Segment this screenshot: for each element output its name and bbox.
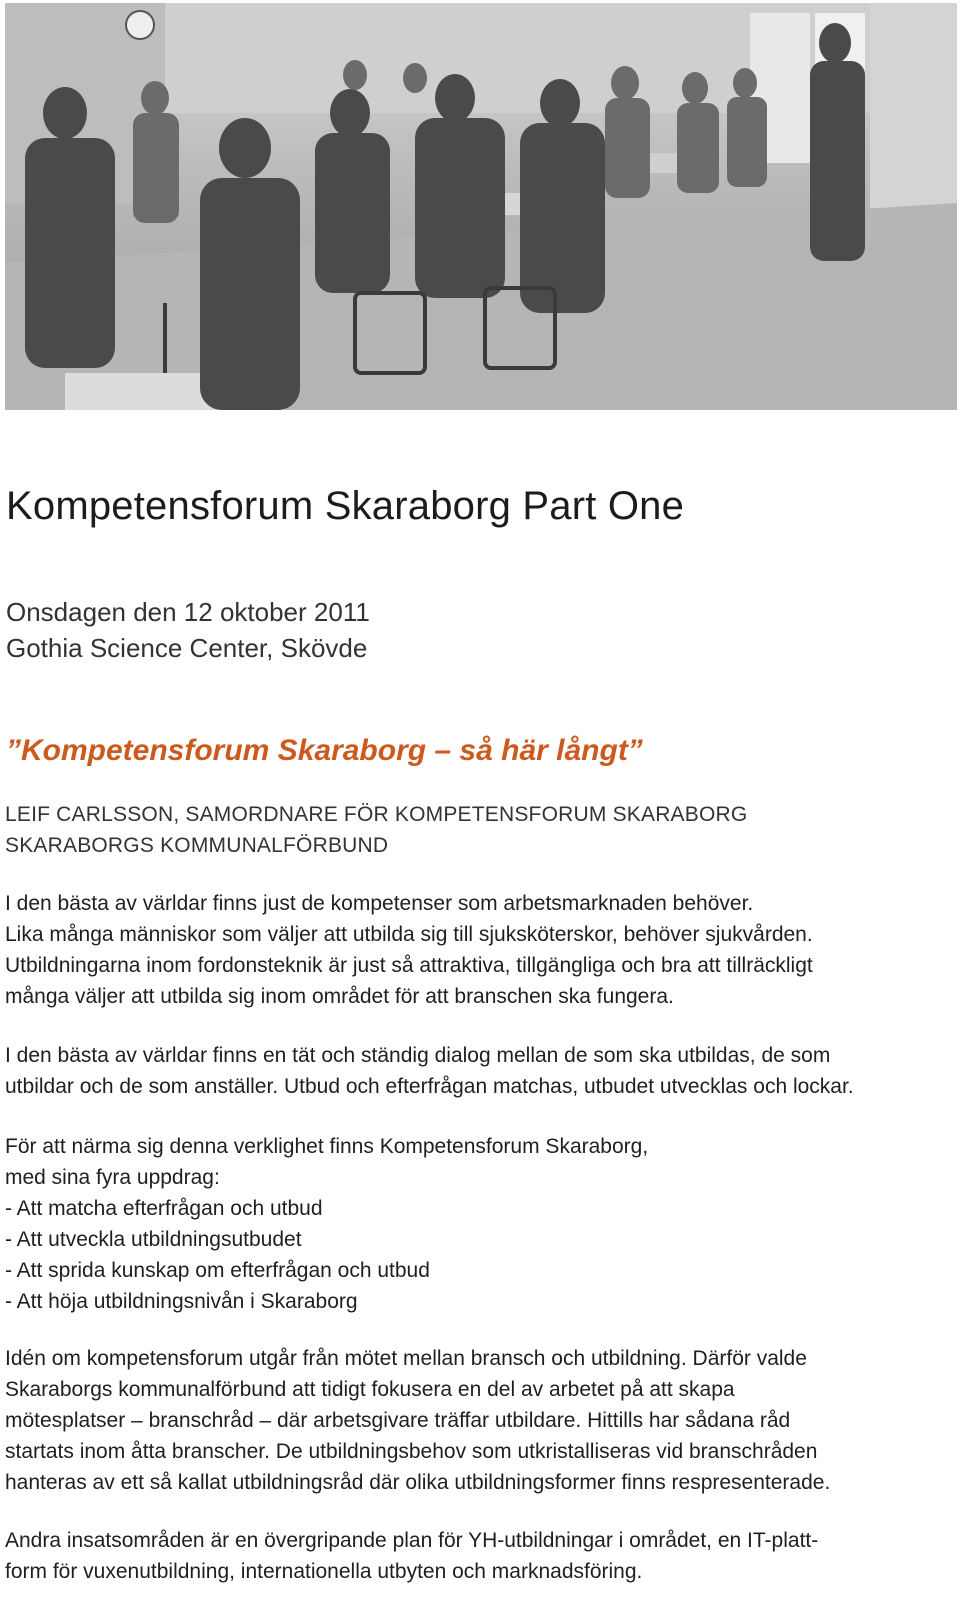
event-date: Onsdagen den 12 oktober 2011 (6, 597, 370, 627)
photo-icon (5, 3, 957, 410)
text-line: I den bästa av världar finns just de kompetenser som arbetsmarknaden behöver. (5, 892, 754, 915)
speaker-name-line: LEIF CARLSSON, SAMORDNARE FÖR KOMPETENSFORUM SKARABORG (5, 803, 748, 826)
paragraph-dialog (5, 1040, 955, 1102)
talk-title: ”Kompetensforum Skaraborg – så här långt” (6, 734, 643, 767)
paragraph-missions (5, 1131, 955, 1317)
text-line: Andra insatsområden är en övergripande plan för YH-utbildningar i området, en IT-platt- (5, 1529, 819, 1552)
page-title: Kompetensforum Skaraborg Part One (6, 484, 685, 528)
paragraph-other-areas (5, 1525, 955, 1587)
text-line: med sina fyra uppdrag: (5, 1166, 220, 1189)
paragraph-intro (5, 888, 955, 1012)
text-line: Lika många människor som väljer att utbilda sig till sjuksköterskor, behöver sjukvården. (5, 923, 813, 946)
text-line: Utbildningarna inom fordonsteknik är just så attraktiva, tillgängliga och bra att tillräckligt (5, 954, 813, 977)
text-line: mötesplatser – branschråd – där arbetsgivare träffar utbildare. Hittills har sådana råd (5, 1409, 791, 1432)
text-line: startats inom åtta branscher. De utbildningsbehov som utkristalliseras vid branschråden (5, 1440, 818, 1463)
event-venue: Gothia Science Center, Skövde (6, 633, 368, 663)
mission-list-item: - Att sprida kunskap om efterfrågan och utbud (5, 1259, 430, 1282)
text-line: många väljer att utbilda sig inom området för att branschen ska fungera. (5, 985, 674, 1008)
speaker-org-line: SKARABORGS KOMMUNALFÖRBUND (5, 834, 389, 857)
text-line: form för vuxenutbildning, internationella utbyten och marknadsföring. (5, 1560, 643, 1583)
mission-list-item: - Att höja utbildningsnivån i Skaraborg (5, 1290, 358, 1313)
text-line: Idén om kompetensforum utgår från mötet mellan bransch och utbildning. Därför valde (5, 1347, 807, 1370)
paragraph-idea (5, 1343, 955, 1498)
conference-photo (5, 3, 957, 410)
mission-list-item: - Att matcha efterfrågan och utbud (5, 1197, 323, 1220)
text-line: hanteras av ett så kallat utbildningsråd där olika utbildningsformer finns respresenterade. (5, 1471, 831, 1494)
text-line: För att närma sig denna verklighet finns Kompetensforum Skaraborg, (5, 1135, 649, 1158)
text-line: Skaraborgs kommunalförbund att tidigt fokusera en del av arbetet på att skapa (5, 1378, 735, 1401)
text-line: utbildar och de som anställer. Utbud och efterfrågan matchas, utbudet utvecklas och lockar. (5, 1075, 854, 1098)
text-line: I den bästa av världar finns en tät och ständig dialog mellan de som ska utbildas, de som (5, 1044, 831, 1067)
mission-list-item: - Att utveckla utbildningsutbudet (5, 1228, 302, 1251)
